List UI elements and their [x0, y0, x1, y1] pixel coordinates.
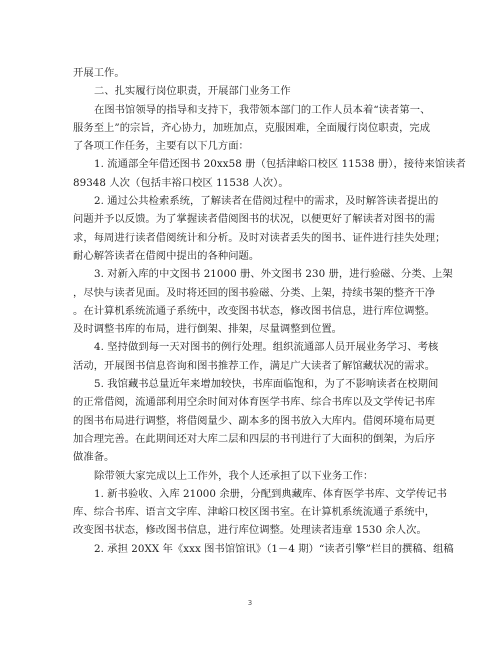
text-line: 问题并予以反馈。为了掌握读者借阅图书的状况，以便更好了解读者对图书的需: [73, 213, 436, 226]
text-line: 5. 我馆藏书总量近年来增加较快，书库面临饱和，为了不影响读者在校期间: [94, 378, 439, 391]
text-line: 做准备。: [73, 451, 115, 464]
text-line: 加合理完善。在此期间还对大库二层和四层的书刊进行了大面积的倒架，为后序: [73, 432, 436, 445]
text-line: 库、综合书库、语言文字库、津峪口校区图书室。在计算机系统流通子系统中，: [73, 506, 436, 519]
text-line: 二、扎实履行岗位职责，开展部门业务工作: [94, 85, 291, 98]
text-line: 活动，开展图书信息咨询和图书推荐工作，满足广大读者了解馆藏状况的需求。: [73, 359, 436, 372]
text-line: 及时调整书库的布局，进行倒架、排架，尽量调整到位置。: [73, 323, 343, 336]
text-line: 服务至上”的宗旨，齐心协力，加班加点，克服困难，全面履行岗位职责，完成: [73, 121, 431, 134]
text-line: 耐心解答读者在借阅中提出的各种问题。: [73, 249, 260, 262]
text-line: 2. 承担 20XX 年《xxx 图书馆馆讯》（1－4 期）“读者引擎”栏目的撰稿、组稿: [94, 542, 454, 555]
document-body: [73, 64, 466, 558]
text-line: 3. 对新入库的中文图书 21000 册、外文图书 230 册，进行验磁、分类、上架: [94, 268, 453, 281]
text-line: 了各项工作任务，主要有以下几方面：: [73, 140, 249, 153]
text-line: 1. 新书验收、入库 21000 余册，分配到典藏库、体育医学书库、文学传记书: [94, 487, 447, 500]
text-line: 求，每周进行读者借阅统计和分析。及时对读者丢失的图书、证件进行挂失处理；: [73, 231, 446, 244]
text-line: 改变图书状态，修改图书信息，进行库位调整。处理读者违章 1530 余人次。: [73, 524, 427, 537]
text-line: 89348 人次（包括丰裕口校区 11538 人次）。: [73, 176, 289, 189]
text-line: 1. 流通部全年借还图书 20xx58 册（包括津峪口校区 11538 册），接待来馆读者: [94, 158, 466, 171]
text-line: 除带领大家完成以上工作外，我个人还承担了以下业务工作：: [94, 469, 374, 482]
text-line: ，尽快与读者见面。及时将还回的图书验磁、分类、上架，持续书架的整齐干净: [73, 286, 436, 299]
page-number: 3: [247, 599, 253, 607]
text-line: 4. 坚持做到每一天对图书的例行处理。组织流通部人员开展业务学习、考核: [94, 341, 439, 354]
text-line: 在图书馆领导的指导和支持下，我带领本部门的工作人员本着“读者第一、: [94, 103, 431, 116]
text-line: 的正常借阅，流通部利用空余时间对体育医学书库、综合书库以及文学传记书库: [73, 396, 436, 409]
text-line: 的图书布局进行调整，将借阅量少、副本多的图书放入大库内。借阅环境布局更: [73, 414, 436, 427]
text-line: 开展工作。: [73, 67, 125, 79]
text-line: 2. 通过公共检索系统，了解读者在借阅过程中的需求，及时解答读者提出的: [94, 195, 439, 208]
text-line: 。在计算机系统流通子系统中，改变图书状态，修改图书信息，进行库位调整。: [73, 304, 436, 317]
